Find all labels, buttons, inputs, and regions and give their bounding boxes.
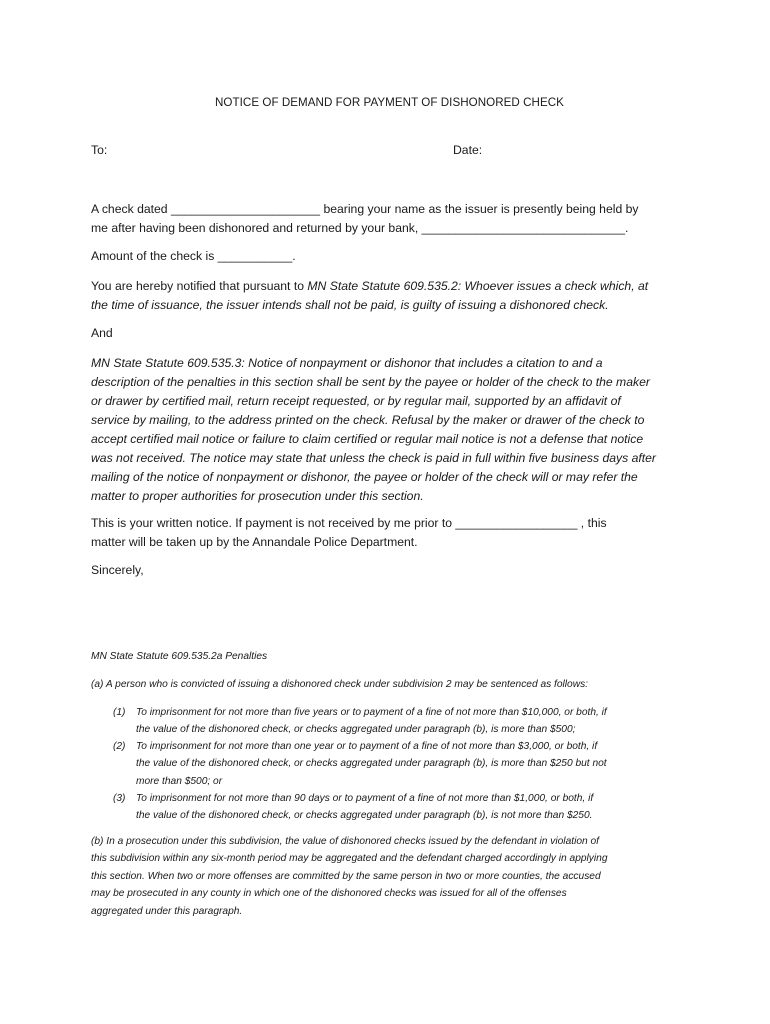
paragraph-b-line: (b) In a prosecution under this subdivision, the value of dishonored checks issued by the defendant in violation of [91,836,599,847]
statute-line: was not received. The notice may state that unless the check is paid in full within five business days after [91,451,656,465]
penalty-item-line: the value of the dishonored check, or checks aggregated under paragraph (b), is more than $250 but not [136,758,607,770]
penalties-heading-text: MN State Statute 609.535.2a Penalties [91,651,268,662]
statute-line: matter to proper authorities for prosecution under this section. [91,489,424,503]
notice-paragraph-line: the time of issuance, the issuer intends shall not be paid, is guilty of issuing a dishonored check. [91,298,609,312]
paragraph-b [91,833,608,920]
penalty-item-number: (1) [113,707,126,718]
notice-paragraph-line [91,277,691,296]
paragraph-b-line: aggregated under this paragraph. [91,905,243,917]
written-notice-paragraph [91,514,691,552]
check-paragraph [91,200,691,238]
penalties-intro-text: (a) A person who is convicted of issuing a dishonored check under subdivision 2 may be sentenced as follows: [91,679,589,690]
penalty-item-number: (2) [113,741,126,752]
statute-line: accept certified mail notice or failure to claim certified or regular mail notice is not a defense that notice [91,432,644,446]
amount-line: Amount of the check is ___________. [91,249,296,263]
closing-text: Sincerely, [91,563,144,577]
statute-line: MN State Statute 609.535.3: Notice of nonpayment or dishonor that includes a citation to and a [91,356,603,370]
statute-line: service by mailing, to the address printed on the check. Refusal by the maker or drawer of the check to [91,413,645,427]
and-text: And [91,326,113,340]
written-notice-line: This is your written notice. If payment is not received by me prior to __________________ , this [91,516,607,530]
statute-line: or drawer by certified mail, return receipt requested, or by regular mail, supported by an affidavit of [91,394,621,408]
check-paragraph-line: me after having been dishonored and returned by your bank, ______________________________. [91,221,629,235]
statute-citation: MN State Statute 609.535.2: Whoever issues a check which, at [307,279,649,293]
notice-prefix: You are hereby notified that pursuant to [91,279,308,293]
penalty-item-line: To imprisonment for not more than one year or to payment of a fine of not more than $3,000, or both, if [136,741,598,752]
to-label: To: [91,143,108,157]
paragraph-b-line: this subdivision within any six-month period may be aggregated and the defendant charged accordingly in applying [91,853,608,865]
paragraph-b-line: this section. When two or more offenses are committed by the same person in two or more counties, the accused [91,870,601,882]
penalty-item-number: (3) [113,793,126,804]
penalties-intro [91,676,588,693]
document-title: NOTICE OF DEMAND FOR PAYMENT OF DISHONORED CHECK [215,96,564,109]
penalty-item-line: To imprisonment for not more than 90 days or to payment of a fine of not more than $1,000, or both, if [136,793,594,804]
paragraph-b-line: may be prosecuted in any county in which one of the dishonored checks was issued for all of the offenses [91,888,567,900]
notice-paragraph [91,277,691,315]
penalty-item-line: To imprisonment for not more than five years or to payment of a fine of not more than $10,000, or both, if [136,707,607,718]
penalty-item-line: the value of the dishonored check, or checks aggregated under paragraph (b), is more than $500; [136,724,576,736]
date-label: Date: [453,143,483,157]
check-paragraph-line: A check dated ______________________ bearing your name as the issuer is presently being held by [91,202,639,216]
written-notice-line: matter will be taken up by the Annandale Police Department. [91,535,418,549]
statute-line: mailing of the notice of nonpayment or dishonor, the payee or holder of the check will or may refer the [91,470,638,484]
statute-line: description of the penalties in this section shall be sent by the payee or holder of the check to the maker [91,375,650,389]
statute-paragraph [91,354,691,506]
penalty-item-line: the value of the dishonored check, or checks aggregated under paragraph (b), is not more than $250. [136,810,593,822]
penalties-heading [91,648,267,665]
penalty-item-line: more than $500; or [136,775,223,787]
